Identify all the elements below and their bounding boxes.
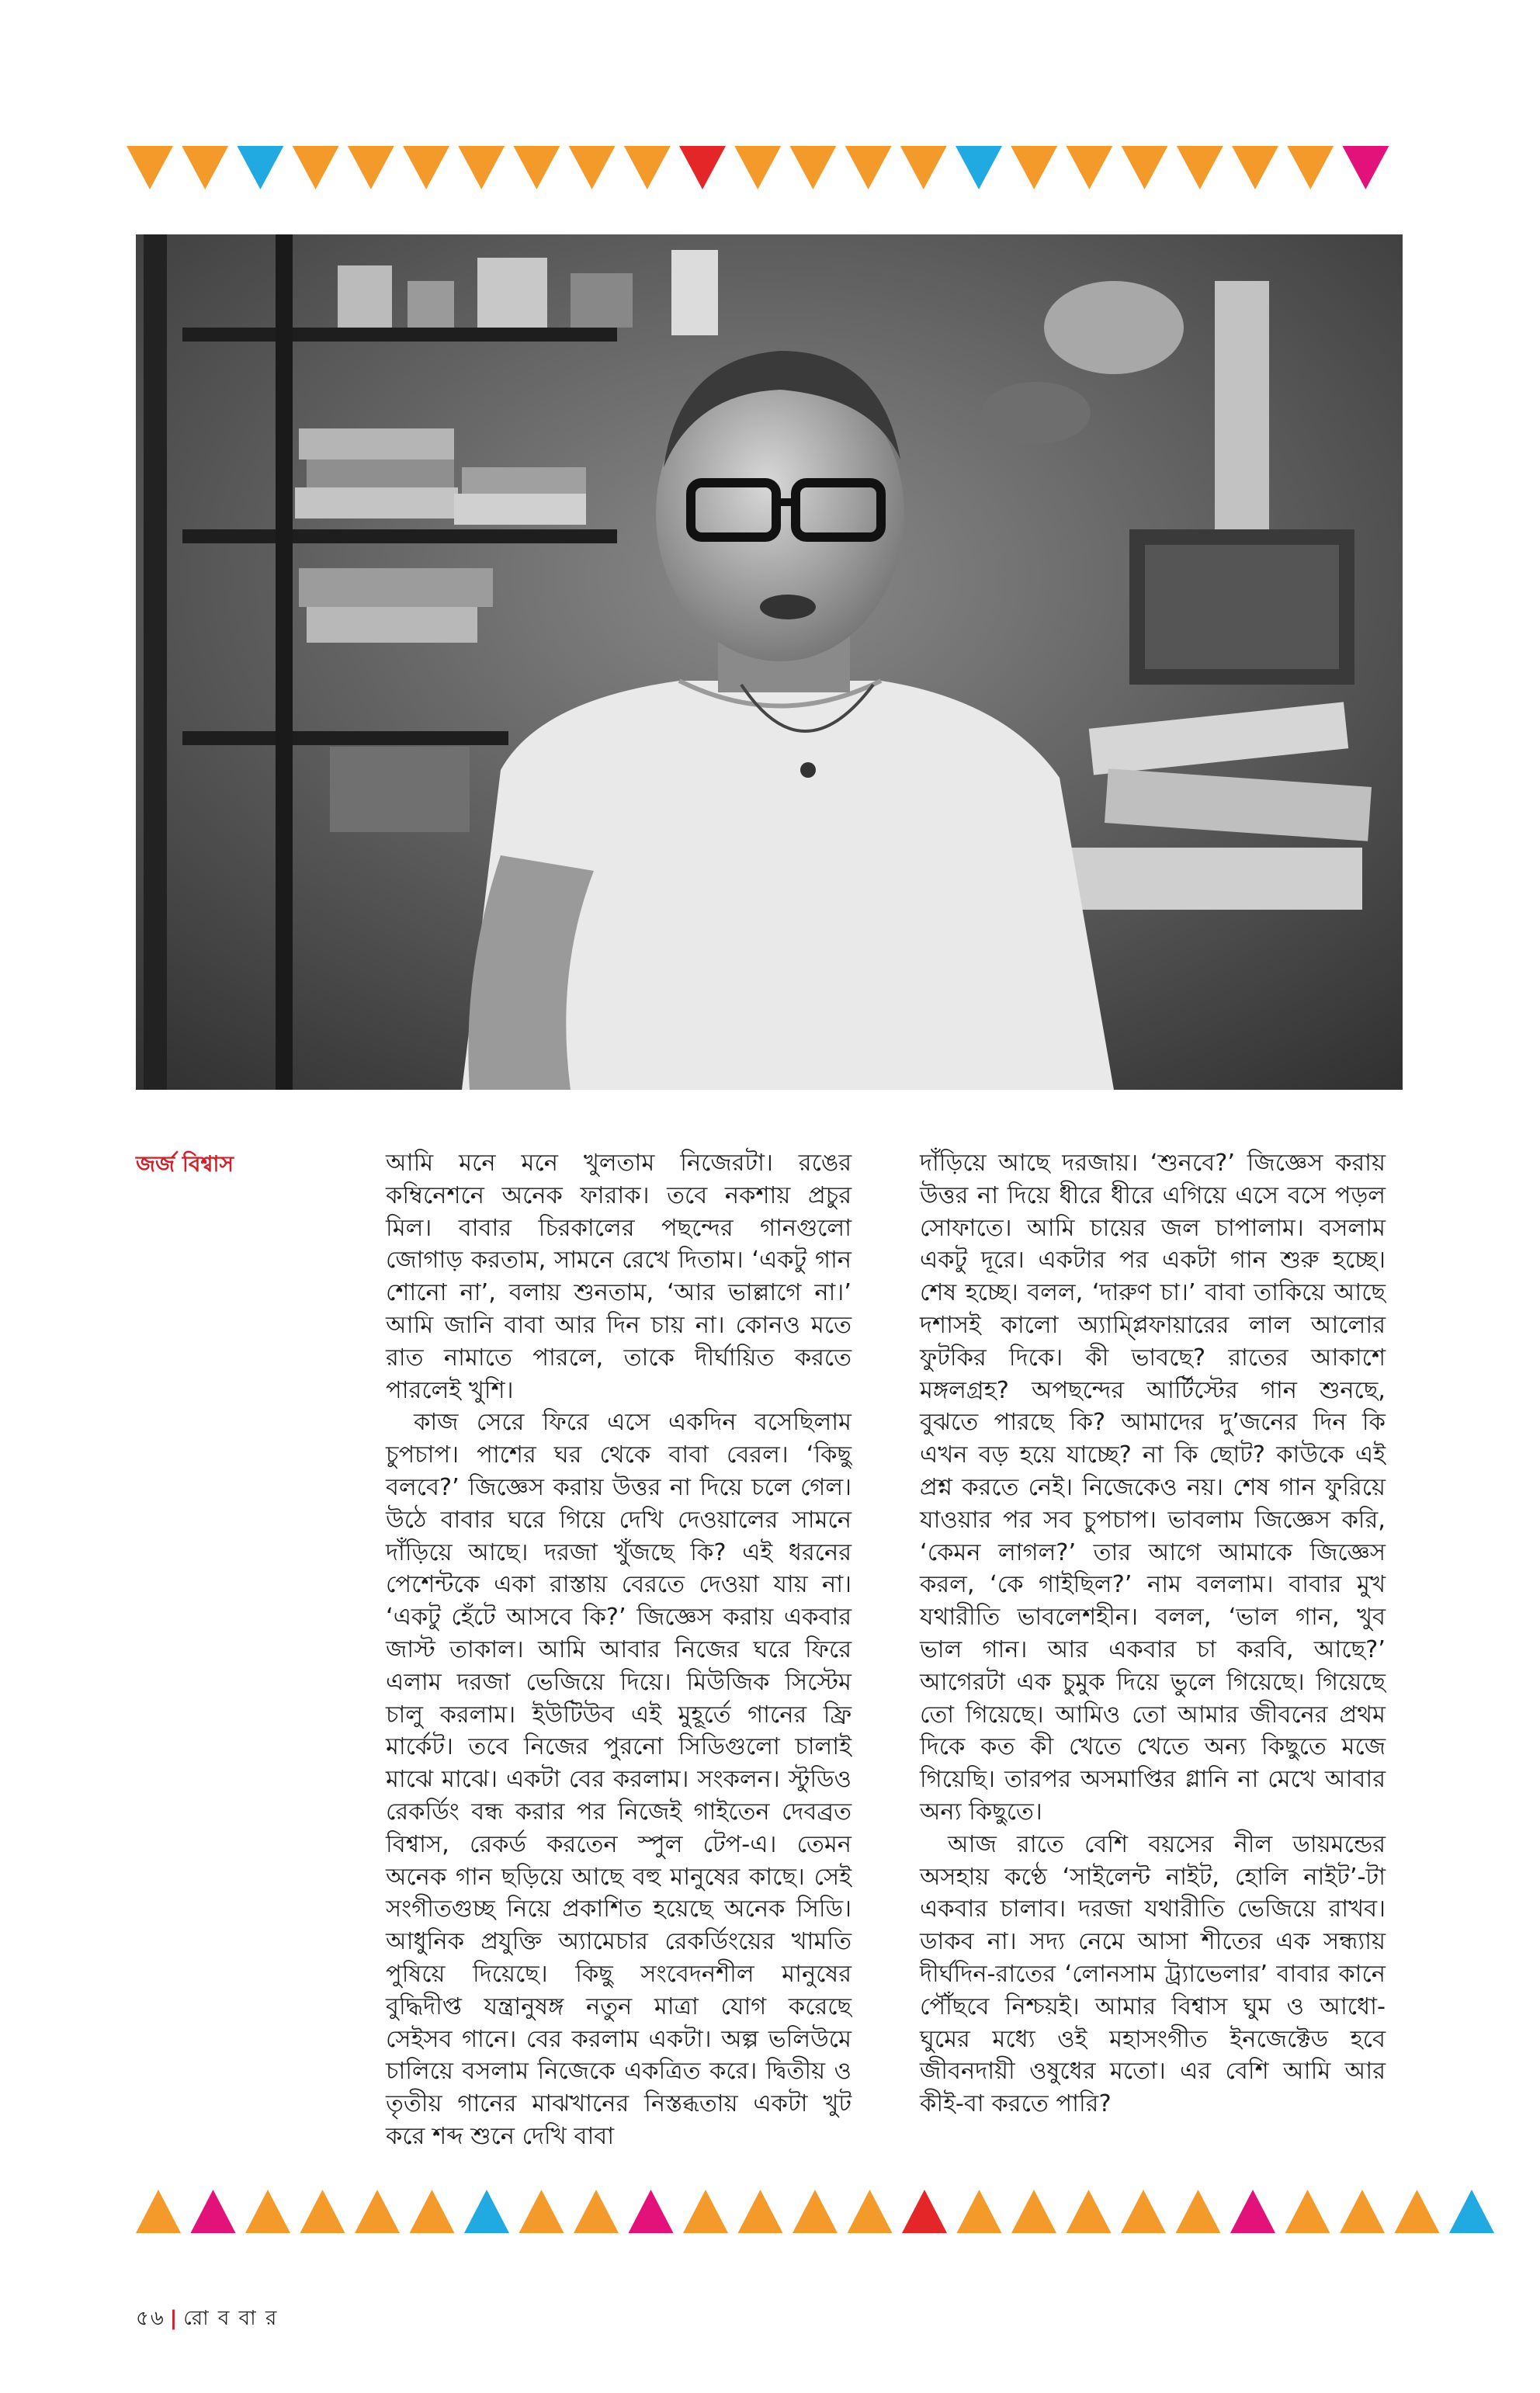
downward-triangle-icon — [1177, 146, 1223, 189]
upward-triangle-icon — [683, 2190, 728, 2233]
downward-triangle-icon — [1287, 146, 1334, 189]
upward-triangle-icon — [1449, 2190, 1494, 2233]
downward-triangle-icon — [956, 146, 1002, 189]
upward-triangle-icon — [519, 2190, 564, 2233]
magazine-name: রো ব বা র — [183, 2307, 279, 2330]
photo — [136, 234, 1403, 1090]
article-column-2 — [920, 1147, 1386, 2121]
page-footer — [136, 2302, 278, 2336]
downward-triangle-icon — [348, 146, 394, 189]
downward-triangle-icon — [513, 146, 560, 189]
downward-triangle-icon — [1342, 146, 1389, 189]
top-triangle-strip — [0, 142, 1540, 196]
upward-triangle-icon — [957, 2190, 1002, 2233]
downward-triangle-icon — [1066, 146, 1112, 189]
downward-triangle-icon — [182, 146, 228, 189]
upward-triangle-icon — [1340, 2190, 1385, 2233]
upward-triangle-icon — [793, 2190, 838, 2233]
downward-triangle-icon — [1122, 146, 1168, 189]
upward-triangle-icon — [1176, 2190, 1221, 2233]
article-column-1 — [386, 1147, 852, 2153]
upward-triangle-icon — [1067, 2190, 1112, 2233]
upward-triangle-icon — [410, 2190, 455, 2233]
upward-triangle-icon — [738, 2190, 783, 2233]
paragraph: দাঁড়িয়ে আছে দরজায়। ‘শুনবে?’ জিজ্ঞেস করায় উত্তর না দিয়ে ধীরে ধীরে এগিয়ে এসে বসে পড়ল সোফাতে। আমি চায়ের জল চাপালাম। বসলাম একটু দূরে। একটার পর একটা গান শুরু হচ্ছে। শেষ হচ্ছে। বলল, ‘দারুণ চা।’ বাবা তাকিয়ে আছে দশাসই কালো অ্যাম্প্লিফায়ারের লাল আলোর ফুটকির দিকে। কী ভাবছে? রাতের আকাশে মঙ্গলগ্রহ? অপছন্দের আর্টিস্টের গান শুনছে, বুঝতে পারছে কি? আমাদের দু’জনের দিন কি এখন বড় হয়ে যাচ্ছে? না কি ছোট? কাউকে এই প্রশ্ন করতে নেই। নিজেকেও নয়। শেষ গান ফুরিয়ে যাওয়ার পর সব চুপচাপ। ভাবলাম জিজ্ঞেস করি, ‘কেমন লাগল?’ তার আগে আমাকে জিজ্ঞেস করল, ‘কে গাইছিল?’ নাম বললাম। বাবার মুখ যথারীতি ভাবলেশহীন। বলল, ‘ভাল গান, খুব ভাল গান। আর একবার চা করবি, আছে?’ আগেরটা এক চুমুক দিয়ে ভুলে গিয়েছে। গিয়েছে তো গিয়েছে। আমিও তো আমার জীবনের প্রথম দিকে কত কী খেতে খেতে অন্য কিছুতে মজে গিয়েছি। তারপর অসমাপ্তির গ্লানি না মেখে আবার অন্য কিছুতে। — [920, 1150, 1386, 1826]
paragraph: আমি মনে মনে খুলতাম নিজেরটা। রঙের কম্বিনেশনে অনেক ফারাক। তবে নকশায় প্রচুর মিল। বাবার চিরকালের পছন্দের গানগুলো জোগাড় করতাম, সামনে রেখে দিতাম। ‘একটু গান শোনো না’, বলায় শুনতাম, ‘আর ভাল্লাগে না।’ আমি জানি বাবা আর দিন চায় না। কোনও মতে রাত নামাতে পারলে, তাকে দীর্ঘায়িত করতে পারলেই খুশি। — [386, 1150, 852, 1404]
downward-triangle-icon — [1232, 146, 1278, 189]
photo-caption: জর্জ বিশ্বাস — [136, 1151, 234, 1177]
upward-triangle-icon — [629, 2190, 674, 2233]
upward-triangle-icon — [355, 2190, 400, 2233]
paragraph: কাজ সেরে ফিরে এসে একদিন বসেছিলাম চুপচাপ। পাশের ঘর থেকে বাবা বেরল। ‘কিছু বলবে?’ জিজ্ঞেস করায় উত্তর না দিয়ে চলে গেল। উঠে বাবার ঘরে গিয়ে দেখি দেওয়ালের সামনে দাঁড়িয়ে আছে। দরজা খুঁজছে কি? এই ধরনের পেশেন্টকে একা রাস্তায় বেরতে দেওয়া যায় না। ‘একটু হেঁটে আসবে কি?’ জিজ্ঞেস করায় একবার জাস্ট তাকাল। আমি আবার নিজের ঘরে ফিরে এলাম দরজা ভেজিয়ে দিয়ে। মিউজিক সিস্টেম চালু করলাম। ইউটিউব এই মুহূর্তে গানের ফ্রি মার্কেট। তবে নিজের পুরনো সিডিগুলো চালাই মাঝে মাঝে। একটা বের করলাম। সংকলন। স্টুডিও রেকর্ডিং বন্ধ করার পর নিজেই গাইতেন দেবব্রত বিশ্বাস, রেকর্ড করতেন স্পুল টেপ-এ। তেমন অনেক গান ছড়িয়ে আছে বহু মানুষের কাছে। সেই সংগীতগুচ্ছ নিয়ে প্রকাশিত হয়েছে অনেক সিডি। আধুনিক প্রযুক্তি অ্যামেচার রেকর্ডিংয়ের খামতি পুষিয়ে দিয়েছে। কিছু সংবেদনশীল মানুষের বুদ্ধিদীপ্ত যন্ত্রানুষঙ্গ নতুন মাত্রা যোগ করেছে সেইসব গানে। বের করলাম একটা। অল্প ভলিউমে চালিয়ে বসলাম নিজেকে একত্রিত করে। দ্বিতীয় ও তৃতীয় গানের মাঝখানের নিস্তব্ধতায় একটা খুট করে শব্দ শুনে দেখি বাবা — [386, 1409, 852, 2150]
upward-triangle-icon — [1011, 2190, 1056, 2233]
upward-triangle-icon — [902, 2190, 947, 2233]
top-decorative-border — [0, 142, 1540, 196]
upward-triangle-icon — [191, 2190, 236, 2233]
page-number: ৫৬ — [136, 2307, 165, 2330]
downward-triangle-icon — [789, 146, 836, 189]
bottom-decorative-border — [0, 2186, 1540, 2240]
downward-triangle-icon — [679, 146, 726, 189]
downward-triangle-icon — [127, 146, 173, 189]
upward-triangle-icon — [848, 2190, 893, 2233]
upward-triangle-icon — [300, 2190, 345, 2233]
footer-separator: | — [169, 2307, 179, 2330]
upward-triangle-icon — [574, 2190, 619, 2233]
downward-triangle-icon — [900, 146, 947, 189]
upward-triangle-icon — [1285, 2190, 1330, 2233]
downward-triangle-icon — [624, 146, 671, 189]
downward-triangle-icon — [403, 146, 449, 189]
downward-triangle-icon — [569, 146, 616, 189]
upward-triangle-icon — [464, 2190, 509, 2233]
upward-triangle-icon — [245, 2190, 290, 2233]
upward-triangle-icon — [1121, 2190, 1166, 2233]
upward-triangle-icon — [136, 2190, 181, 2233]
upward-triangle-icon — [1230, 2190, 1275, 2233]
downward-triangle-icon — [293, 146, 339, 189]
downward-triangle-icon — [845, 146, 892, 189]
portrait-photo-icon — [136, 234, 1403, 1090]
bottom-triangle-strip — [0, 2186, 1540, 2240]
downward-triangle-icon — [734, 146, 781, 189]
downward-triangle-icon — [458, 146, 505, 189]
upward-triangle-icon — [1395, 2190, 1440, 2233]
downward-triangle-icon — [1011, 146, 1057, 189]
downward-triangle-icon — [237, 146, 283, 189]
paragraph: আজ রাতে বেশি বয়সের নীল ডায়মন্ডের অসহায় কণ্ঠে ‘সাইলেন্ট নাইট, হোলি নাইট’-টা একবার চালাব। দরজা যথারীতি ভেজিয়ে রাখব। ডাকব না। সদ্য নেমে আসা শীতের এক সন্ধ্যায় দীর্ঘদিন-রাতের ‘লোনসাম ট্র্যাভেলার’ বাবার কানে পৌঁছবে নিশ্চয়ই। আমার বিশ্বাস ঘুম ও আধো-ঘুমের মধ্যে ওই মহাসংগীত ইনজেক্টেড হবে জীবনদায়ী ওষুধের মতো। এর বেশি আমি আর কীই-বা করতে পারি? — [920, 1830, 1386, 2118]
